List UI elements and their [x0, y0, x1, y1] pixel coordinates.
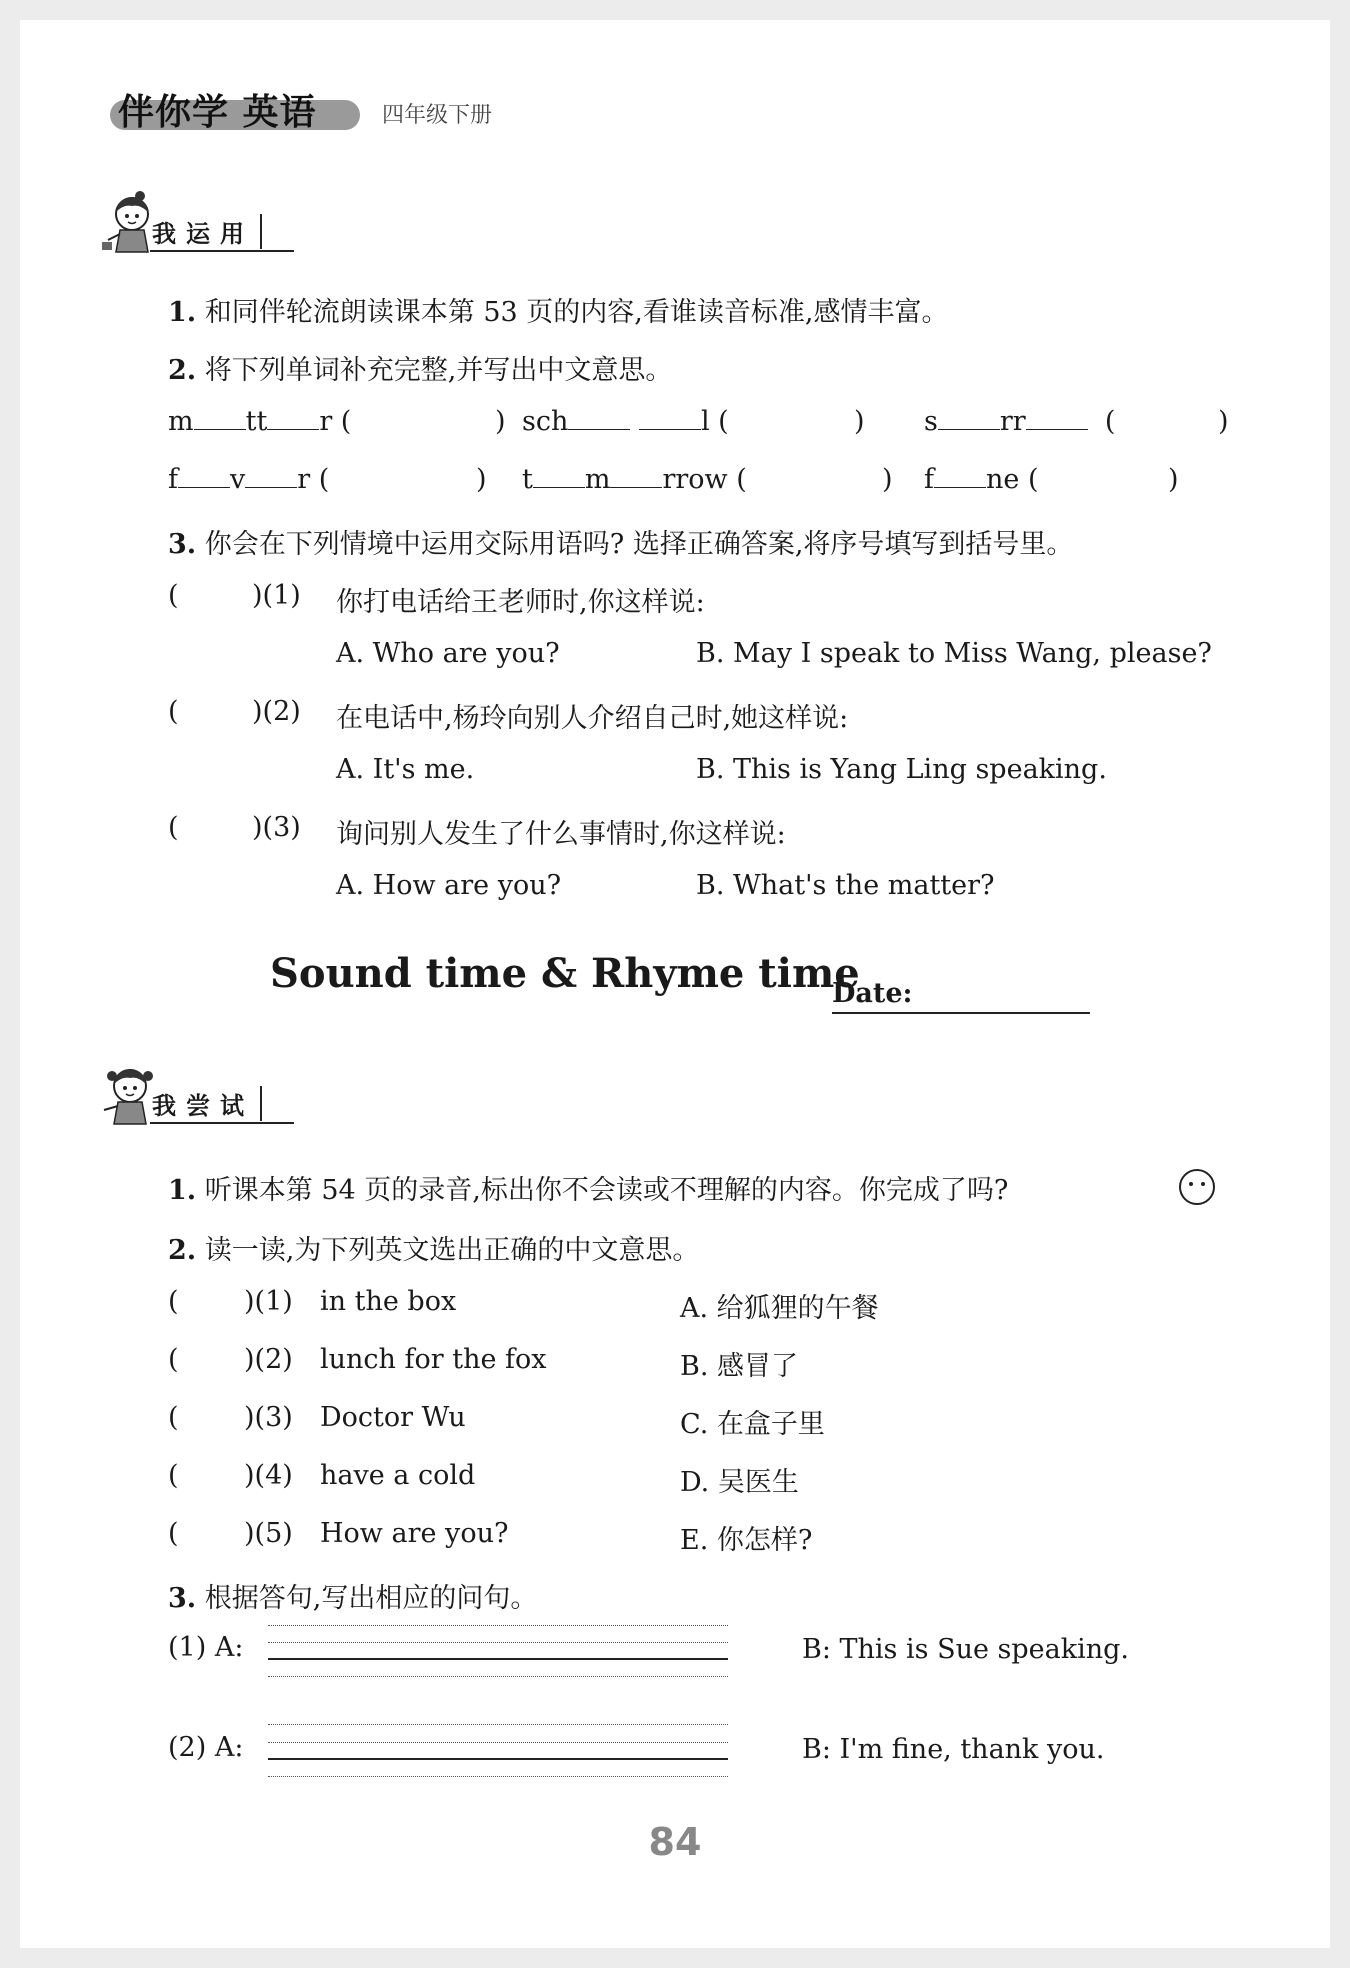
- writing-guide-line: [268, 1642, 728, 1643]
- english-phrase: in the box: [320, 1286, 457, 1317]
- answer-paren-open: (: [168, 1344, 179, 1375]
- item-number: )(1): [252, 580, 301, 611]
- letter-blank[interactable]: [610, 465, 662, 488]
- word-part: r (: [319, 406, 352, 437]
- question-2-match: [168, 1228, 699, 1267]
- writing-guide-line: [268, 1724, 728, 1725]
- item-number: )(2): [252, 696, 301, 727]
- meaning-close-paren: ): [1218, 406, 1229, 437]
- option-b: B. What's the matter?: [696, 870, 995, 901]
- letter-blank[interactable]: [194, 407, 246, 430]
- chinese-option: A. 给狐狸的午餐: [680, 1293, 879, 1324]
- word-part: v: [230, 464, 246, 495]
- letter-blank[interactable]: [938, 407, 1000, 430]
- option-a: A. Who are you?: [336, 638, 560, 669]
- letter-blank[interactable]: [178, 465, 230, 488]
- question-number: 3.: [168, 529, 197, 560]
- option-a: A. How are you?: [336, 870, 562, 901]
- letter-blank[interactable]: [568, 407, 630, 430]
- writing-guide-line: [268, 1776, 728, 1777]
- question-text: 听课本第 54 页的录音,标出你不会读或不理解的内容。你完成了吗?: [204, 1175, 1009, 1206]
- option-b: B. May I speak to Miss Wang, please?: [696, 638, 1212, 669]
- answer-paren-open: (: [168, 1286, 179, 1317]
- section-label: 我运用: [152, 214, 262, 249]
- letter-blank[interactable]: [934, 465, 986, 488]
- item-number: )(5): [244, 1518, 293, 1549]
- item-prompt: 在电话中,杨玲向别人介绍自己时,她这样说:: [336, 703, 849, 734]
- section-underline: [150, 1122, 294, 1124]
- word-item-fine: [924, 464, 1038, 495]
- word-part: f: [924, 464, 934, 495]
- answer-paren-open: (: [168, 812, 179, 843]
- letter-blank[interactable]: [245, 465, 297, 488]
- dialogue-label: (2) A:: [168, 1732, 244, 1763]
- chinese-option: E. 你怎样?: [680, 1525, 813, 1556]
- word-part: (: [1104, 406, 1116, 437]
- answer-paren-open: (: [168, 580, 179, 611]
- item-prompt: 询问别人发生了什么事情时,你这样说:: [336, 819, 786, 850]
- question-1-listen: [168, 1168, 1008, 1207]
- word-item-fever: [168, 464, 329, 495]
- question-number: 2.: [168, 1235, 197, 1266]
- item-number: )(3): [252, 812, 301, 843]
- answer-paren-open: (: [168, 1518, 179, 1549]
- chinese-option: B. 感冒了: [680, 1351, 799, 1382]
- brand-title: 伴你学 英语: [118, 92, 317, 133]
- workbook-page: [20, 20, 1330, 1948]
- letter-blank[interactable]: [267, 407, 319, 430]
- writing-guide-line: [268, 1625, 728, 1626]
- dialogue-answer: B: I'm fine, thank you.: [802, 1734, 1105, 1765]
- section-label: 我尝试: [152, 1086, 262, 1121]
- item-number: )(2): [244, 1344, 293, 1375]
- writing-guide-line: [268, 1676, 728, 1677]
- smiley-face-icon[interactable]: [1178, 1168, 1216, 1206]
- letter-blank[interactable]: [1026, 407, 1088, 430]
- word-part: s: [924, 406, 938, 437]
- grade-label: 四年级下册: [382, 103, 493, 128]
- date-label: Date:: [832, 978, 913, 1009]
- meaning-close-paren: ): [854, 406, 865, 437]
- date-input-line[interactable]: [832, 1012, 1090, 1014]
- question-number: 1.: [168, 297, 197, 328]
- question-number: 3.: [168, 1583, 197, 1614]
- option-a: A. It's me.: [336, 754, 475, 785]
- meaning-close-paren: ): [476, 464, 487, 495]
- question-3-communication: [168, 522, 1073, 561]
- section-header-apply: [100, 190, 400, 260]
- letter-blank[interactable]: [639, 407, 701, 430]
- meaning-close-paren: ): [495, 406, 506, 437]
- lesson-title: Sound time & Rhyme time: [270, 950, 860, 997]
- item-number: )(4): [244, 1460, 293, 1491]
- word-part: t: [522, 464, 533, 495]
- item-prompt: 你打电话给王老师时,你这样说:: [336, 587, 705, 618]
- question-text: 你会在下列情境中运用交际用语吗? 选择正确答案,将序号填写到括号里。: [204, 529, 1074, 560]
- writing-line-input[interactable]: [268, 1658, 728, 1660]
- word-part: tt: [245, 406, 268, 437]
- english-phrase: How are you?: [320, 1518, 509, 1549]
- word-part: sch: [522, 406, 569, 437]
- english-phrase: have a cold: [320, 1460, 476, 1491]
- question-number: 2.: [168, 355, 197, 386]
- meaning-close-paren: ): [882, 464, 893, 495]
- question-text: 将下列单词补充完整,并写出中文意思。: [204, 355, 673, 386]
- question-text: 根据答句,写出相应的问句。: [204, 1583, 538, 1614]
- word-part: f: [168, 464, 178, 495]
- question-number: 1.: [168, 1175, 197, 1206]
- item-number: )(1): [244, 1286, 293, 1317]
- word-part: rr: [999, 406, 1026, 437]
- writing-guide-line: [268, 1742, 728, 1743]
- dialogue-label: (1) A:: [168, 1632, 244, 1663]
- question-text: 读一读,为下列英文选出正确的中文意思。: [204, 1235, 700, 1266]
- question-text: 和同伴轮流朗读课本第 53 页的内容,看谁读音标准,感情丰富。: [204, 297, 949, 328]
- word-part: rrow (: [662, 464, 747, 495]
- meaning-close-paren: ): [1168, 464, 1179, 495]
- word-item-school: [522, 406, 729, 437]
- answer-paren-open: (: [168, 1460, 179, 1491]
- question-2-complete-words: [168, 348, 672, 387]
- question-3-write-questions: [168, 1576, 537, 1615]
- chinese-option: C. 在盒子里: [680, 1409, 825, 1440]
- english-phrase: Doctor Wu: [320, 1402, 466, 1433]
- word-part: m: [168, 406, 194, 437]
- dialogue-answer: B: This is Sue speaking.: [802, 1634, 1129, 1665]
- option-b: B. This is Yang Ling speaking.: [696, 754, 1107, 785]
- word-item-sorry: [924, 406, 1115, 437]
- answer-paren-open: (: [168, 696, 179, 727]
- page-number: 84: [648, 1820, 702, 1864]
- answer-paren-open: (: [168, 1402, 179, 1433]
- item-number: )(3): [244, 1402, 293, 1433]
- word-item-mirror: [168, 406, 351, 437]
- word-part: r (: [297, 464, 330, 495]
- question-1-read-aloud: [168, 290, 948, 329]
- page-header: [110, 70, 610, 150]
- word-part: m: [584, 464, 611, 495]
- word-part: l (: [700, 406, 729, 437]
- letter-blank[interactable]: [533, 465, 585, 488]
- english-phrase: lunch for the fox: [320, 1344, 547, 1375]
- section-underline: [150, 250, 294, 252]
- chinese-option: D. 吴医生: [680, 1467, 799, 1498]
- section-header-try: [100, 1062, 400, 1132]
- writing-line-input[interactable]: [268, 1758, 728, 1760]
- word-item-tomorrow: [522, 464, 747, 495]
- word-part: ne (: [986, 464, 1039, 495]
